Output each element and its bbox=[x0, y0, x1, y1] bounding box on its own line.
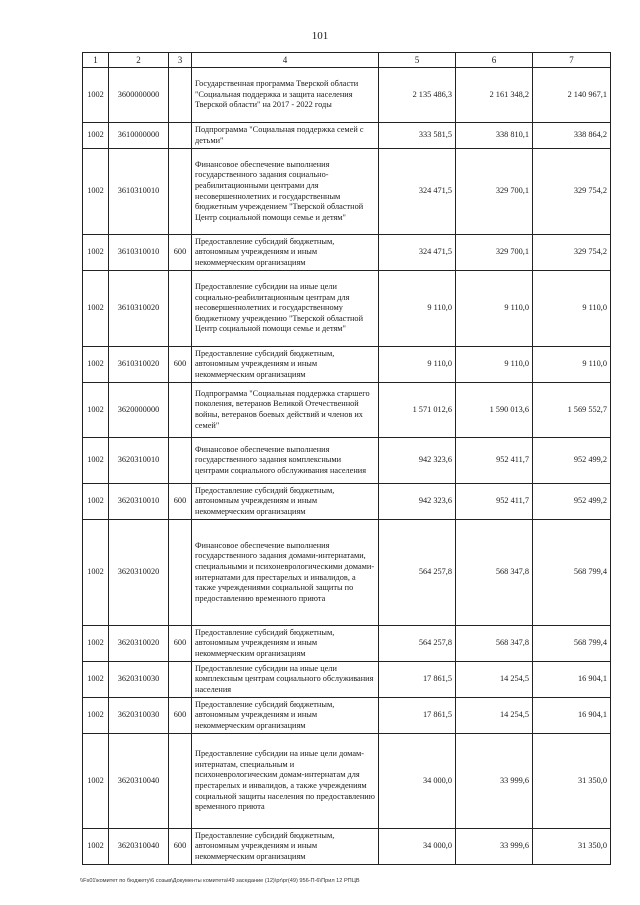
amount-col-5: 17 861,5 bbox=[379, 698, 456, 734]
amount-col-6: 2 161 348,2 bbox=[456, 68, 533, 123]
expense-type-code bbox=[169, 149, 192, 235]
section-code: 1002 bbox=[83, 438, 109, 484]
expense-type-code bbox=[169, 123, 192, 149]
amount-col-5: 9 110,0 bbox=[379, 271, 456, 347]
expense-type-code bbox=[169, 271, 192, 347]
amount-col-7: 31 350,0 bbox=[533, 734, 611, 829]
section-code: 1002 bbox=[83, 235, 109, 271]
column-header: 3 bbox=[169, 53, 192, 68]
row-description: Предоставление субсидии на иные цели домам-интернатам, специальным и психоневрологическим домам-интернатам для престарелых и инвалидов, а также учреждениям социальной защиты населения по предоставлению временного приюта bbox=[192, 734, 379, 829]
row-description: Предоставление субсидий бюджетным, автономным учреждениям и иным некоммерческим организациям bbox=[192, 347, 379, 383]
amount-col-7: 568 799,4 bbox=[533, 626, 611, 662]
table-row bbox=[83, 68, 611, 123]
amount-col-7: 329 754,2 bbox=[533, 235, 611, 271]
amount-col-7: 338 864,2 bbox=[533, 123, 611, 149]
row-description: Подпрограмма "Социальная поддержка семей с детьми" bbox=[192, 123, 379, 149]
amount-col-5: 34 000,0 bbox=[379, 829, 456, 865]
amount-col-5: 9 110,0 bbox=[379, 347, 456, 383]
row-description: Государственная программа Тверской области "Социальная поддержка и защита населения Тверской области" на 2017 - 2022 годы bbox=[192, 68, 379, 123]
target-article-code: 3610000000 bbox=[109, 123, 169, 149]
table-row bbox=[83, 520, 611, 626]
amount-col-6: 1 590 013,6 bbox=[456, 383, 533, 438]
amount-col-5: 333 581,5 bbox=[379, 123, 456, 149]
target-article-code: 3610310010 bbox=[109, 149, 169, 235]
target-article-code: 3620310040 bbox=[109, 734, 169, 829]
amount-col-6: 33 999,6 bbox=[456, 829, 533, 865]
expense-type-code: 600 bbox=[169, 626, 192, 662]
amount-col-7: 9 110,0 bbox=[533, 271, 611, 347]
section-code: 1002 bbox=[83, 68, 109, 123]
target-article-code: 3600000000 bbox=[109, 68, 169, 123]
column-header: 4 bbox=[192, 53, 379, 68]
amount-col-5: 942 323,6 bbox=[379, 484, 456, 520]
column-header: 5 bbox=[379, 53, 456, 68]
target-article-code: 3620310030 bbox=[109, 662, 169, 698]
table-row bbox=[83, 123, 611, 149]
target-article-code: 3620310020 bbox=[109, 626, 169, 662]
page-number: 101 bbox=[311, 30, 329, 42]
budget-table bbox=[82, 52, 611, 865]
expense-type-code bbox=[169, 662, 192, 698]
amount-col-6: 329 700,1 bbox=[456, 235, 533, 271]
section-code: 1002 bbox=[83, 383, 109, 438]
section-code: 1002 bbox=[83, 347, 109, 383]
expense-type-code bbox=[169, 68, 192, 123]
expense-type-code bbox=[169, 520, 192, 626]
table-row bbox=[83, 347, 611, 383]
expense-type-code bbox=[169, 383, 192, 438]
row-description: Предоставление субсидии на иные цели комплексным центрам социального обслуживания населения bbox=[192, 662, 379, 698]
amount-col-6: 33 999,6 bbox=[456, 734, 533, 829]
expense-type-code: 600 bbox=[169, 347, 192, 383]
amount-col-6: 568 347,8 bbox=[456, 520, 533, 626]
expense-type-code: 600 bbox=[169, 698, 192, 734]
table-row bbox=[83, 383, 611, 438]
table-row bbox=[83, 438, 611, 484]
amount-col-7: 16 904,1 bbox=[533, 698, 611, 734]
amount-col-6: 329 700,1 bbox=[456, 149, 533, 235]
expense-type-code: 600 bbox=[169, 829, 192, 865]
column-header: 7 bbox=[533, 53, 611, 68]
table-row bbox=[83, 149, 611, 235]
amount-col-5: 564 257,8 bbox=[379, 520, 456, 626]
table-row bbox=[83, 734, 611, 829]
table-row bbox=[83, 698, 611, 734]
amount-col-6: 14 254,5 bbox=[456, 698, 533, 734]
target-article-code: 3610310010 bbox=[109, 235, 169, 271]
amount-col-6: 9 110,0 bbox=[456, 271, 533, 347]
expense-type-code bbox=[169, 438, 192, 484]
section-code: 1002 bbox=[83, 484, 109, 520]
amount-col-6: 9 110,0 bbox=[456, 347, 533, 383]
row-description: Предоставление субсидий бюджетным, автономным учреждениям и иным некоммерческим организациям bbox=[192, 235, 379, 271]
row-description: Предоставление субсидий бюджетным, автономным учреждениям и иным некоммерческим организациям bbox=[192, 698, 379, 734]
amount-col-5: 324 471,5 bbox=[379, 149, 456, 235]
column-header: 2 bbox=[109, 53, 169, 68]
row-description: Финансовое обеспечение выполнения государственного задания социально-реабилитационными центрами для несовершеннолетних и государственным бюджетным учреждением "Тверской областной Центр социальной помощи семье и детям" bbox=[192, 149, 379, 235]
row-description: Предоставление субсидий бюджетным, автономным учреждениям и иным некоммерческим организациям bbox=[192, 484, 379, 520]
amount-col-7: 9 110,0 bbox=[533, 347, 611, 383]
target-article-code: 3620310010 bbox=[109, 484, 169, 520]
table-row bbox=[83, 484, 611, 520]
section-code: 1002 bbox=[83, 626, 109, 662]
section-code: 1002 bbox=[83, 662, 109, 698]
amount-col-6: 14 254,5 bbox=[456, 662, 533, 698]
amount-col-5: 564 257,8 bbox=[379, 626, 456, 662]
target-article-code: 3620310010 bbox=[109, 438, 169, 484]
amount-col-7: 2 140 967,1 bbox=[533, 68, 611, 123]
amount-col-5: 17 861,5 bbox=[379, 662, 456, 698]
row-description: Финансовое обеспечение выполнения государственного задания домами-интернатами, специальными и психоневрологическими домами-интернатами для престарелых и инвалидов, а также учреждениями социальной защиты по предоставлению временного приюта bbox=[192, 520, 379, 626]
row-description: Предоставление субсидий бюджетным, автономным учреждениям и иным некоммерческим организациям bbox=[192, 626, 379, 662]
table-row bbox=[83, 271, 611, 347]
target-article-code: 3610310020 bbox=[109, 271, 169, 347]
row-description: Предоставление субсидий бюджетным, автономным учреждениям и иным некоммерческим организациям bbox=[192, 829, 379, 865]
target-article-code: 3610310020 bbox=[109, 347, 169, 383]
section-code: 1002 bbox=[83, 271, 109, 347]
row-description: Подпрограмма "Социальная поддержка старшего поколения, ветеранов Великой Отечественной войны, ветеранов боевых действий и членов их семей" bbox=[192, 383, 379, 438]
amount-col-6: 952 411,7 bbox=[456, 484, 533, 520]
section-code: 1002 bbox=[83, 520, 109, 626]
section-code: 1002 bbox=[83, 149, 109, 235]
row-description: Предоставление субсидии на иные цели социально-реабилитационным центрам для несовершеннолетних и государственному бюджетному учреждению "Тверской областной Центр социальной помощи семье и детям" bbox=[192, 271, 379, 347]
expense-type-code bbox=[169, 734, 192, 829]
file-path-footer: \\Fs01\комитет по бюджету\6 созыв\Документы комитета\49 заседание (12)\pr\pr(49) 956-П-6\Прил 12 РПЦВ bbox=[80, 878, 360, 884]
amount-col-5: 2 135 486,3 bbox=[379, 68, 456, 123]
amount-col-7: 952 499,2 bbox=[533, 484, 611, 520]
section-code: 1002 bbox=[83, 123, 109, 149]
target-article-code: 3620310020 bbox=[109, 520, 169, 626]
table-row bbox=[83, 829, 611, 865]
table-row bbox=[83, 662, 611, 698]
table-row bbox=[83, 626, 611, 662]
amount-col-7: 31 350,0 bbox=[533, 829, 611, 865]
amount-col-6: 568 347,8 bbox=[456, 626, 533, 662]
amount-col-6: 952 411,7 bbox=[456, 438, 533, 484]
target-article-code: 3620310040 bbox=[109, 829, 169, 865]
expense-type-code: 600 bbox=[169, 235, 192, 271]
section-code: 1002 bbox=[83, 734, 109, 829]
target-article-code: 3620310030 bbox=[109, 698, 169, 734]
amount-col-7: 568 799,4 bbox=[533, 520, 611, 626]
expense-type-code: 600 bbox=[169, 484, 192, 520]
amount-col-5: 324 471,5 bbox=[379, 235, 456, 271]
target-article-code: 3620000000 bbox=[109, 383, 169, 438]
column-header: 1 bbox=[83, 53, 109, 68]
amount-col-5: 1 571 012,6 bbox=[379, 383, 456, 438]
amount-col-7: 1 569 552,7 bbox=[533, 383, 611, 438]
section-code: 1002 bbox=[83, 698, 109, 734]
amount-col-5: 942 323,6 bbox=[379, 438, 456, 484]
section-code: 1002 bbox=[83, 829, 109, 865]
table-header-row bbox=[83, 53, 611, 68]
table-row bbox=[83, 235, 611, 271]
amount-col-7: 329 754,2 bbox=[533, 149, 611, 235]
column-header: 6 bbox=[456, 53, 533, 68]
amount-col-6: 338 810,1 bbox=[456, 123, 533, 149]
amount-col-5: 34 000,0 bbox=[379, 734, 456, 829]
amount-col-7: 16 904,1 bbox=[533, 662, 611, 698]
row-description: Финансовое обеспечение выполнения государственного задания комплексными центрами социального обслуживания населения bbox=[192, 438, 379, 484]
amount-col-7: 952 499,2 bbox=[533, 438, 611, 484]
